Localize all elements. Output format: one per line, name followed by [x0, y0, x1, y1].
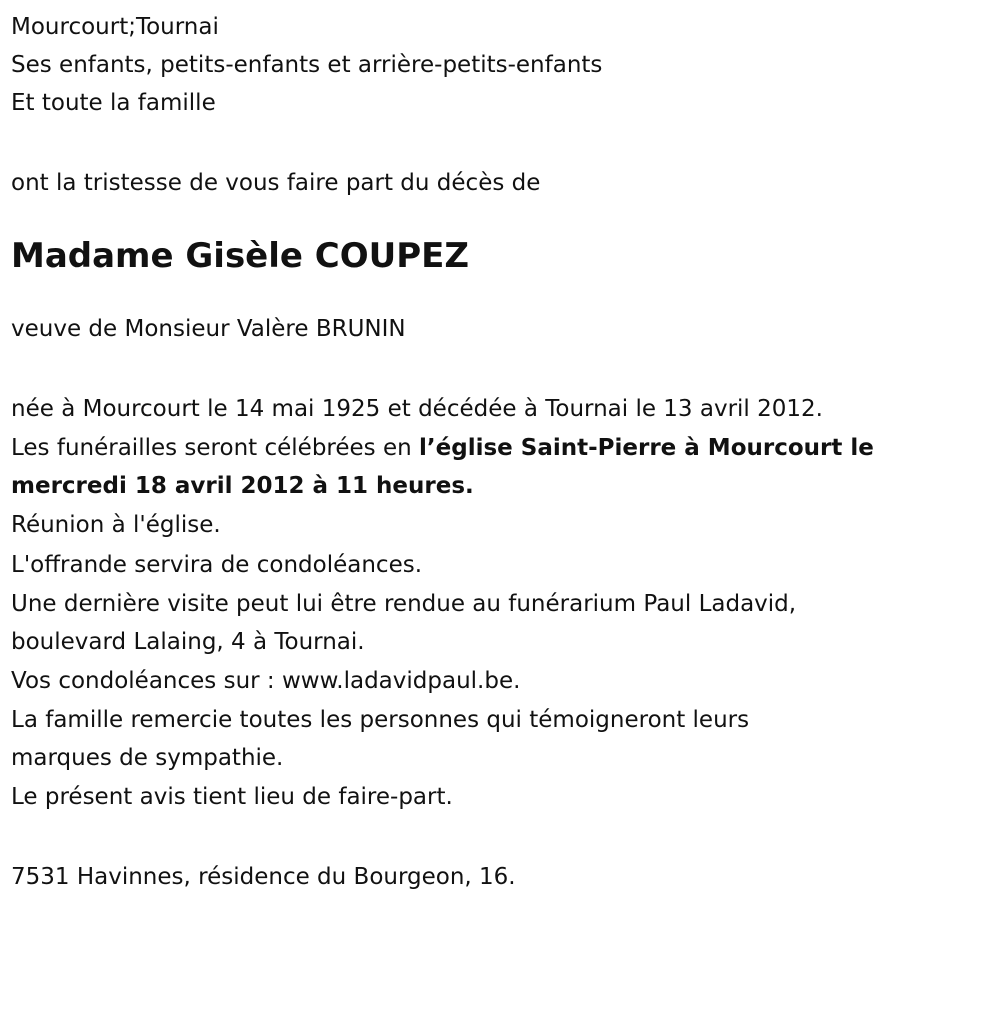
- funeral-bold-line-1: l’église Saint-Pierre à Mourcourt le: [419, 435, 874, 461]
- funeral-block: [11, 429, 990, 505]
- thanks-line-1: La famille remercie toutes les personnes qui témoigneront leurs: [11, 707, 750, 733]
- offering-line: L'offrande servira de condoléances.: [11, 552, 423, 578]
- birth-death-line: née à Mourcourt le 14 mai 1925 et décédée à Tournai le 13 avril 2012.: [11, 396, 823, 422]
- visit-block: [11, 585, 990, 661]
- funeral-prefix: Les funérailles seront célébrées en: [11, 435, 420, 461]
- funeral-line-2: mercredi 18 avril 2012 à 11 heures.: [11, 473, 474, 499]
- visit-line-2: boulevard Lalaing, 4 à Tournai.: [11, 629, 365, 655]
- address-line: 7531 Havinnes, résidence du Bourgeon, 16.: [11, 864, 516, 890]
- location-line: Mourcourt;Tournai: [11, 14, 219, 40]
- funeral-line-1: [11, 429, 990, 467]
- intro-line: ont la tristesse de vous faire part du décès de: [11, 170, 541, 196]
- visit-line-1: Une dernière visite peut lui être rendue au funérarium Paul Ladavid,: [11, 591, 797, 617]
- deceased-name: Madame Gisèle COUPEZ: [11, 236, 470, 276]
- widow-of-line: veuve de Monsieur Valère BRUNIN: [11, 316, 406, 342]
- condolences-line: Vos condoléances sur : www.ladavidpaul.be.: [11, 668, 521, 694]
- family-block: [11, 46, 990, 122]
- thanks-line-2: marques de sympathie.: [11, 745, 284, 771]
- meeting-line: Réunion à l'église.: [11, 512, 221, 538]
- family-line-1: Ses enfants, petits-enfants et arrière-petits-enfants: [11, 52, 603, 78]
- family-line-2: Et toute la famille: [11, 90, 216, 116]
- notice-line: Le présent avis tient lieu de faire-part.: [11, 784, 453, 810]
- thanks-block: [11, 701, 990, 777]
